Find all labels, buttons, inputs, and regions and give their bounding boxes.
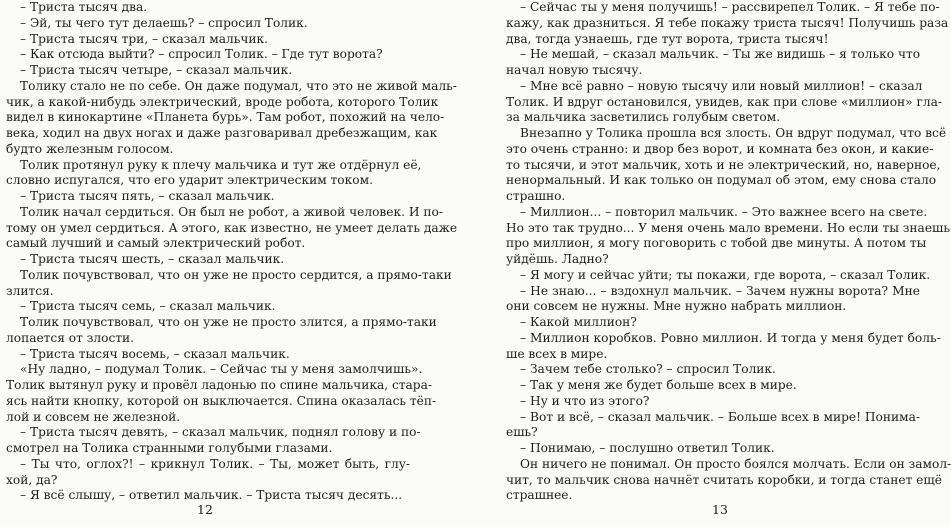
text-line: – Триста тысяч четыре, – сказал мальчик. [20, 63, 293, 77]
text-line: – Миллион... – повторил мальчик. – Это важнее всего на свете. [520, 204, 928, 219]
text-line: начал новую тысячу. [506, 63, 643, 77]
text-line: – Триста тысяч пять, – сказал мальчик. [20, 189, 275, 203]
text-line: уйдёшь. Ладно? [506, 252, 609, 266]
text-line: Толик. И вдруг остановился, увидев, как при слове «миллион» гла- [506, 94, 943, 109]
text-line: – Сейчас ты у меня получишь! – рассвирепел Толик. – Я тебе по- [520, 0, 940, 14]
text-line: Толику стало не по себе. Он даже подумал, что это не живой маль- [20, 78, 457, 93]
text-line: – Как отсюда выйти? – спросил Толик. – Где тут ворота? [20, 47, 383, 62]
text-line: Толик почувствовал, что он уже не просто сердится, а прямо-таки [20, 267, 452, 282]
text-line: Толик протянул руку к плечу мальчика и тут же отдёрнул её, [20, 157, 422, 172]
text-line: словно испугался, что его ударит электрическим током. [6, 173, 373, 188]
text-line: про миллион, я могу поговорить с тобой две минуты. А потом ты [506, 236, 927, 251]
text-line: – Зачем тебе столько? – спросил Толик. [520, 362, 776, 377]
text-line: страшнее. [506, 488, 573, 503]
text-line: самый лучший и самый электрический робот. [6, 236, 306, 251]
text-line: это очень странно: и двор без ворот, и комната без окон, и какие- [506, 141, 934, 156]
text-line: «Ну ладно, – подумал Толик. – Сейчас ты у меня замолчишь». [20, 362, 423, 377]
text-line: ясь найти кнопку, которой он выключается. Спина оказалась тёп- [6, 393, 437, 408]
text-line: Но это так трудно... У меня очень мало времени. Но если ты знаешь [506, 220, 951, 235]
text-line: смотрел на Толика странными голубыми глазами. [6, 441, 333, 455]
text-line: лой и совсем не железной. [6, 409, 181, 424]
text-line: чит, то мальчик снова начнёт считать коробки, и тогда станет ещё [506, 472, 942, 487]
text-line: – Так у меня же будет больше всех в мире. [520, 378, 797, 392]
text-line: – Триста тысяч три, – сказал мальчик. [20, 31, 269, 46]
page-number: 13 [712, 502, 728, 517]
text-line: видел в кинокартине «Планета бурь». Там робот, похожий на чело- [6, 110, 445, 125]
text-line: – Я могу и сейчас уйти; ты покажи, где ворота, – сказал Толик. [520, 267, 931, 282]
text-line: ненормальный. И как только он подумал об этом, ему снова стало [506, 173, 937, 188]
text-line: злится. [6, 283, 54, 298]
text-line: – Какой миллион? [520, 315, 637, 329]
text-line: – Не знаю... – вздохнул мальчик. – Зачем нужны ворота? Мне [520, 283, 920, 298]
text-line: века, ходил на двух ногах и даже разговаривал дребезжащим, как [6, 126, 438, 140]
left-page [6, 0, 458, 504]
text-line: – Понимаю, – послушно ответил Толик. [520, 441, 775, 455]
text-line: тому он умел сердиться. А этого, как известно, не умеет делать даже [6, 220, 458, 235]
left-page-text [6, 0, 458, 504]
text-line: Толик вытянул руку и провёл ладонью по спине мальчика, стара- [6, 378, 432, 392]
text-line: то тысячи, и этот мальчик, хоть и не электрический, но, наверное, [506, 157, 941, 172]
text-line: ешь? [506, 425, 538, 440]
text-line: кажу, как дразниться. Я тебе покажу триста тысяч! Получишь раза [506, 15, 949, 30]
text-line: страшно. [506, 189, 566, 203]
text-line: – Ну и что из этого? [520, 393, 650, 408]
text-line: – Триста тысяч семь, – сказал мальчик. [20, 299, 276, 314]
text-line: – Миллион коробков. Ровно миллион. И тогда у меня будет боль- [520, 330, 941, 345]
text-line: – Триста тысяч восемь, – сказал мальчик. [20, 346, 290, 361]
text-line: Он ничего не понимал. Он просто боялся молчать. Если он замол- [520, 456, 951, 471]
text-line: – Триста тысяч два. [20, 0, 148, 14]
text-line: – Я всё слышу, – ответил мальчик. – Триста тысяч десять... [20, 488, 403, 503]
right-page [506, 0, 951, 504]
right-page-text [506, 0, 951, 504]
text-line: хой, да? [6, 472, 58, 487]
text-line: – Ты что, оглох?! – крикнул Толик. – Ты, может быть, глу- [20, 456, 410, 471]
text-line: – Триста тысяч девять, – сказал мальчик, поднял голову и по- [20, 425, 421, 440]
text-line: Толик почувствовал, что он уже не просто злится, а прямо-таки [20, 315, 437, 329]
page-number: 12 [197, 502, 213, 517]
text-line: лопается от злости. [6, 330, 135, 345]
text-line: – Триста тысяч шесть, – сказал мальчик. [20, 252, 285, 266]
text-line: они совсем не нужны. Мне нужно набрать миллион. [506, 299, 847, 314]
text-line: будто железным голосом. [6, 141, 174, 156]
text-line: – Не мешай, – сказал мальчик. – Ты же видишь – я только что [520, 47, 921, 62]
text-line: – Эй, ты чего тут делаешь? – спросил Толик. [20, 15, 308, 30]
text-line: – Вот и всё, – сказал мальчик. – Больше всех в мире! Понима- [520, 409, 920, 424]
text-line: за мальчика засветились голубым светом. [506, 110, 781, 125]
text-line: – Мне всё равно – новую тысячу или новый миллион! – сказал [520, 78, 923, 93]
text-line: два, тогда узнаешь, где тут ворота, триста тысяч! [506, 31, 829, 46]
text-line: Толик начал сердиться. Он был не робот, а живой человек. И по- [20, 204, 443, 219]
text-line: Внезапно у Толика прошла вся злость. Он вдруг подумал, что всё [520, 126, 947, 140]
text-line: ше всех в мире. [506, 346, 608, 361]
text-line: чик, а какой-нибудь электрический, вроде робота, которого Толик [6, 94, 439, 109]
